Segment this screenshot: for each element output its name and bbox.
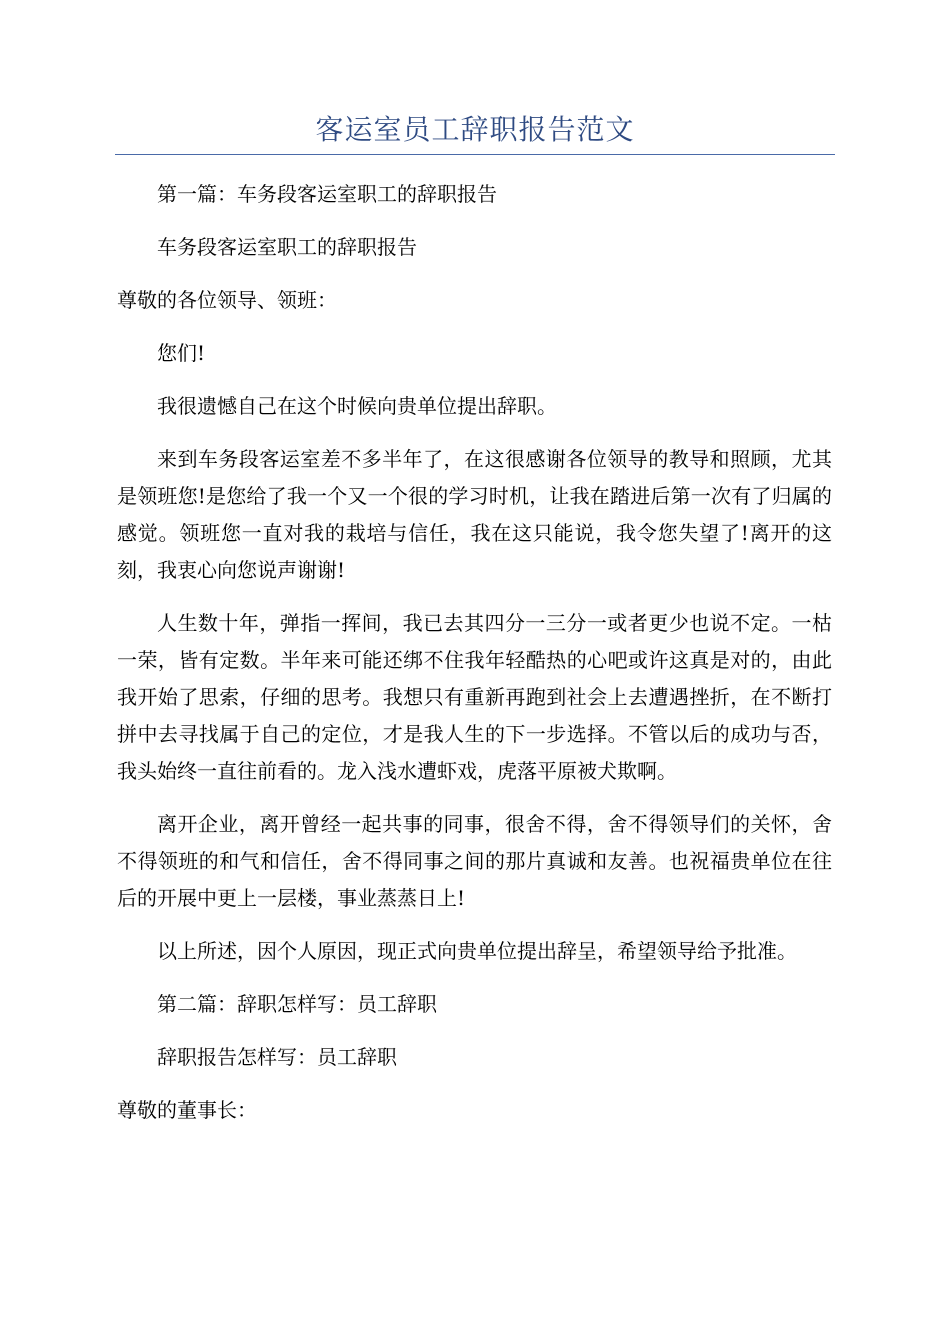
paragraph: 第二篇：辞职怎样写：员工辞职 [157, 992, 437, 1016]
document-title: 客运室员工辞职报告范文 [315, 113, 635, 146]
title-underline [115, 154, 835, 155]
paragraph: 来到车务段客运室差不多半年了，在这很感谢各位领导的教导和照顾，尤其是领班您!是您给了我一个又一个很的学习时机，让我在踏进后第一次有了归属的感觉。领班您一直对我的栽培与信任，我在这只能说，我令您失望了!离开的这刻，我衷心向您说声谢谢! [117, 447, 832, 582]
paragraph: 人生数十年，弹指一挥间，我已去其四分一三分一或者更少也说不定。一枯一荣，皆有定数。半年来可能还绑不住我年轻酷热的心吧或许这真是对的，由此我开始了思索，仔细的思考。我想只有重新再跑到社会上去遭遇挫折，在不断打拼中去寻找属于自己的定位，才是我人生的下一步选择。不管以后的成功与否，我头始终一直往前看的。龙入浅水遭虾戏，虎落平原被犬欺啊。 [117, 611, 832, 783]
paragraph: 我很遗憾自己在这个时候向贵单位提出辞职。 [157, 394, 557, 418]
paragraph: 您们! [157, 341, 206, 365]
document-body [117, 176, 832, 1145]
paragraph: 尊敬的各位领导、领班： [117, 288, 337, 312]
paragraph: 第一篇：车务段客运室职工的辞职报告 [157, 182, 497, 206]
paragraph: 尊敬的董事长： [117, 1098, 257, 1122]
paragraph: 辞职报告怎样写：员工辞职 [157, 1045, 397, 1069]
paragraph: 以上所述，因个人原因，现正式向贵单位提出辞呈，希望领导给予批准。 [157, 939, 797, 963]
paragraph: 车务段客运室职工的辞职报告 [157, 235, 417, 259]
paragraph: 离开企业，离开曾经一起共事的同事，很舍不得，舍不得领导们的关怀，舍不得领班的和气和信任，舍不得同事之间的那片真诚和友善。也祝福贵单位在往后的开展中更上一层楼，事业蒸蒸日上! [117, 812, 832, 910]
